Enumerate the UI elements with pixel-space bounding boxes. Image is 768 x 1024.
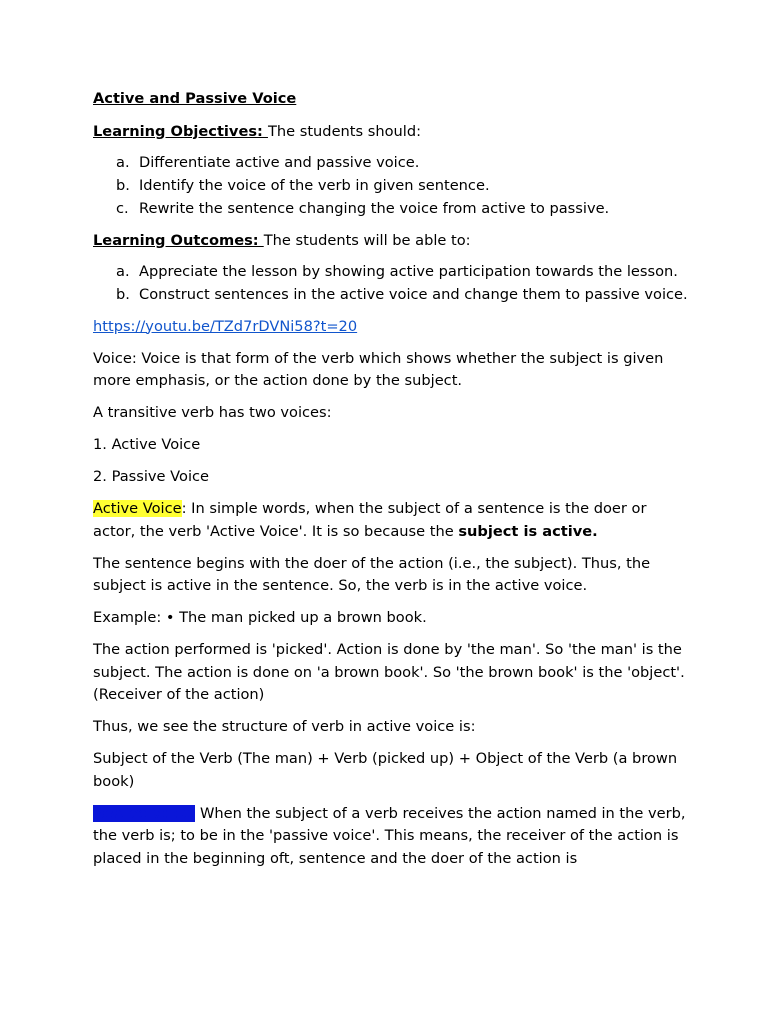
outcomes-lead: The students will be able to:	[263, 231, 471, 249]
active-voice-definition	[93, 498, 693, 543]
list-marker: b.	[116, 177, 130, 194]
passive-voice-definition	[93, 803, 693, 871]
title-text: Active and Passive Voice	[93, 90, 297, 107]
video-link-paragraph	[93, 316, 693, 339]
voice-definition: Voice: Voice is that form of the verb which shows whether the subject is given more emphasis, or the action done by the subject.	[93, 349, 664, 389]
passive-voice-text: When the subject of a verb receives the action named in the verb, the verb is; to be in the 'passive voice'. This means, the receiver of the action is placed in the beginning oft, sentence and the doer of the action is	[93, 804, 686, 867]
list-item	[93, 260, 693, 283]
video-link[interactable]: https://youtu.be/TZd7rDVNi58?t=20	[93, 317, 358, 335]
outcomes-heading	[93, 230, 693, 253]
active-voice-paragraph-3: The action performed is 'picked'. Action is done by 'the man'. So 'the man' is the subject. The action is done on 'a brown book'. So 'the brown book' is the 'object'. (Receiver of the action)	[93, 641, 685, 703]
page-title	[93, 88, 693, 111]
outcomes-list	[93, 260, 693, 306]
objectives-list	[93, 151, 693, 220]
list-marker: b.	[116, 286, 130, 303]
objectives-label: Learning Objectives:	[93, 122, 268, 140]
voice-list-item-passive: 2. Passive Voice	[93, 468, 210, 485]
active-voice-paragraph-4: Thus, we see the structure of verb in active voice is:	[93, 718, 476, 735]
list-item	[93, 283, 693, 306]
list-item	[93, 174, 693, 197]
list-item-text: Differentiate active and passive voice.	[139, 154, 420, 171]
list-item	[93, 151, 693, 174]
list-item-text: Construct sentences in the active voice and change them to passive voice.	[139, 286, 688, 303]
active-voice-structure: Subject of the Verb (The man) + Verb (picked up) + Object of the Verb (a brown book)	[93, 750, 678, 790]
objectives-lead: The students should:	[267, 122, 422, 140]
list-item-text: Appreciate the lesson by showing active participation towards the lesson.	[139, 263, 678, 280]
active-voice-text: : In simple words, when the subject of a sentence is the doer or actor, the verb 'Active Voice'. It is so because the	[93, 500, 647, 540]
outcomes-label: Learning Outcomes:	[93, 231, 264, 249]
voice-list-item-active: 1. Active Voice	[93, 436, 201, 453]
active-voice-bold: subject is active.	[458, 522, 598, 540]
list-marker: a.	[116, 154, 130, 171]
list-item-text: Identify the voice of the verb in given sentence.	[139, 177, 490, 194]
list-marker: a.	[116, 263, 130, 280]
document-page	[93, 88, 693, 870]
list-item	[93, 197, 693, 220]
transitive-verb-line: A transitive verb has two voices:	[93, 404, 332, 421]
passive-voice-term: Passive Voice:	[93, 804, 196, 822]
list-marker: c.	[116, 200, 129, 217]
active-voice-paragraph-2: The sentence begins with the doer of the action (i.e., the subject). Thus, the subject is active in the sentence. So, the verb is in the active voice.	[93, 554, 651, 594]
list-item-text: Rewrite the sentence changing the voice from active to passive.	[139, 200, 610, 217]
objectives-heading	[93, 121, 693, 144]
active-voice-term: Active Voice	[93, 500, 182, 517]
active-voice-example: Example: • The man picked up a brown book.	[93, 609, 427, 626]
